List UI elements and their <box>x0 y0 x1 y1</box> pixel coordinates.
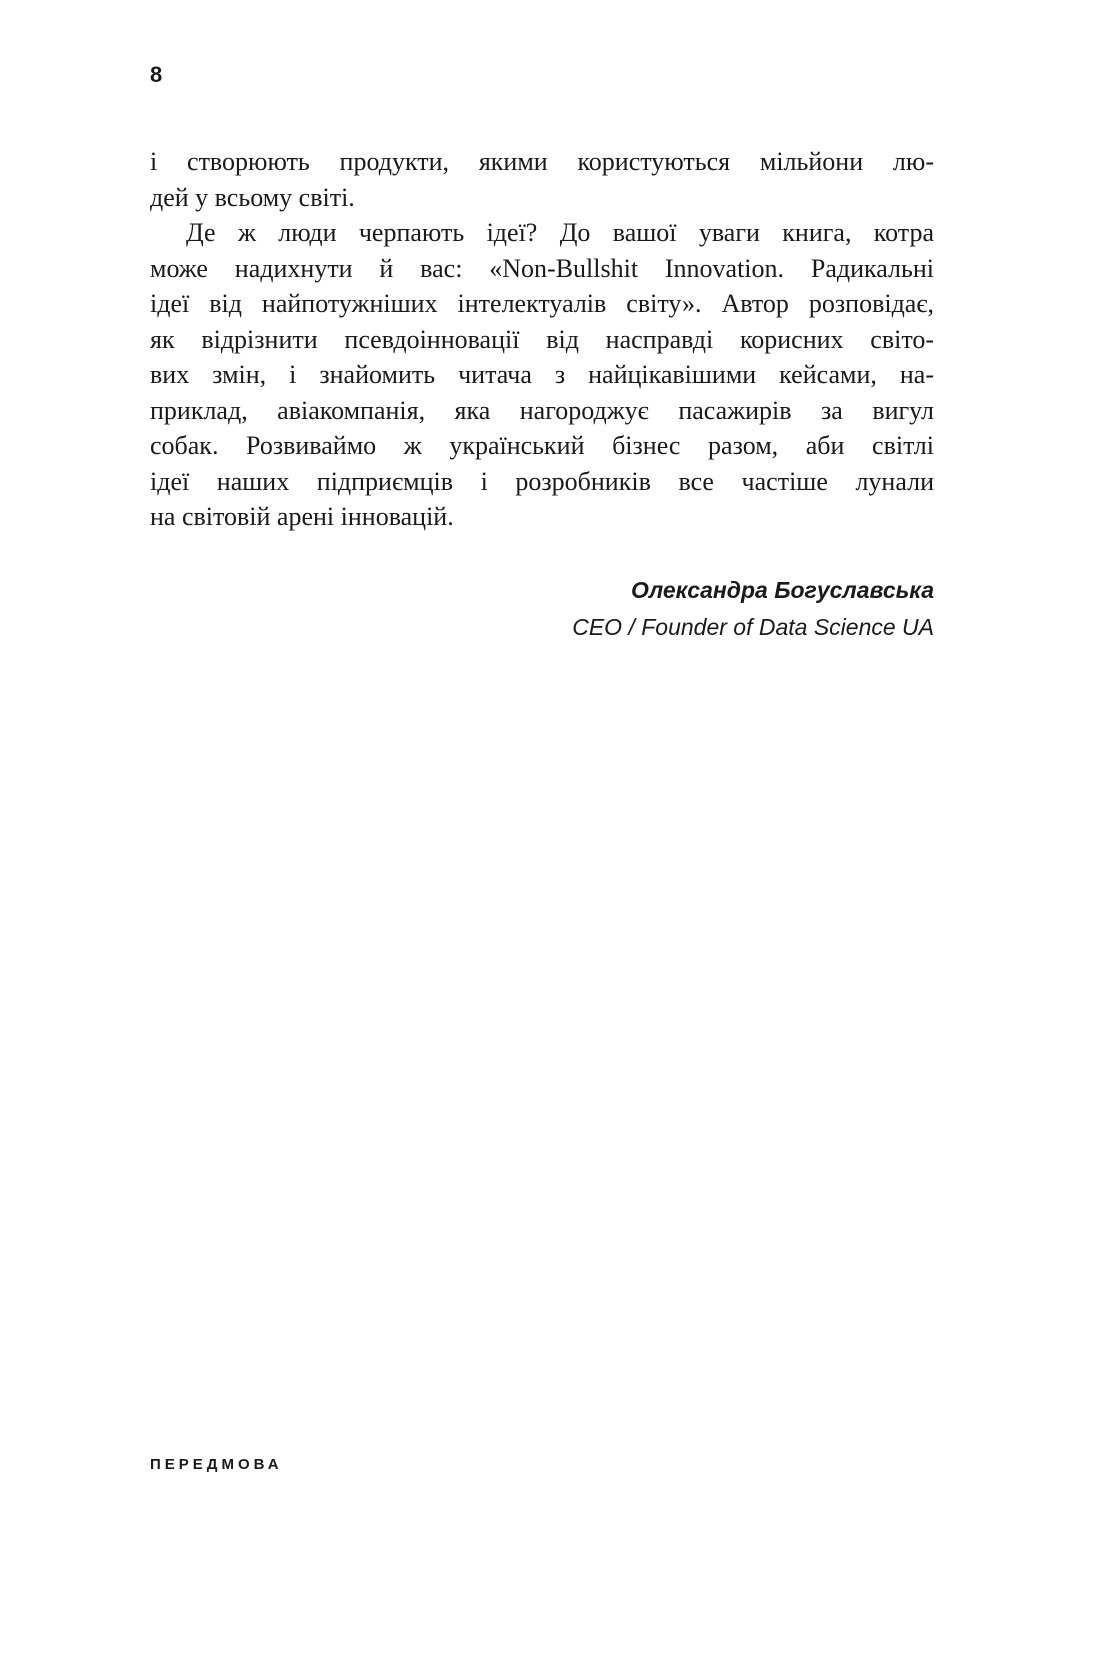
text-line: ідеї від найпотужніших інтелектуалів світу». Автор розповідає, <box>150 289 934 318</box>
text-line: вих змін, і знайомить читача з найцікавішими кейсами, на- <box>150 360 934 389</box>
text-line: як відрізнити псевдоінновації від насправді корисних світо- <box>150 324 934 354</box>
text-line: Де ж люди черпають ідеї? До вашої уваги книга, котра <box>186 218 934 247</box>
text-line: ідеї наших підприємців і розробників все частіше лунали <box>150 466 934 496</box>
page-number: 8 <box>150 62 163 87</box>
text-line: може надихнути й вас: «Non-Bullshit Innovation. Радикальні <box>150 253 934 283</box>
text-line: і створюють продукти, якими користуються мільйони лю- <box>150 147 934 176</box>
signature-title: CEO / Founder of Data Science UA <box>572 614 934 640</box>
text-line: на світовій арені інновацій. <box>150 502 454 531</box>
signature-name: Олександра Богуславська <box>630 577 934 603</box>
text-line: дей у всьому світі. <box>150 182 355 212</box>
signature <box>572 572 934 646</box>
running-footer: ПЕРЕДМОВА <box>150 1456 283 1473</box>
text-line: приклад, авіакомпанія, яка нагороджує пасажирів за вигул <box>150 395 934 425</box>
text-line: собак. Розвиваймо ж український бізнес разом, аби світлі <box>150 431 934 460</box>
body-text <box>150 144 934 535</box>
